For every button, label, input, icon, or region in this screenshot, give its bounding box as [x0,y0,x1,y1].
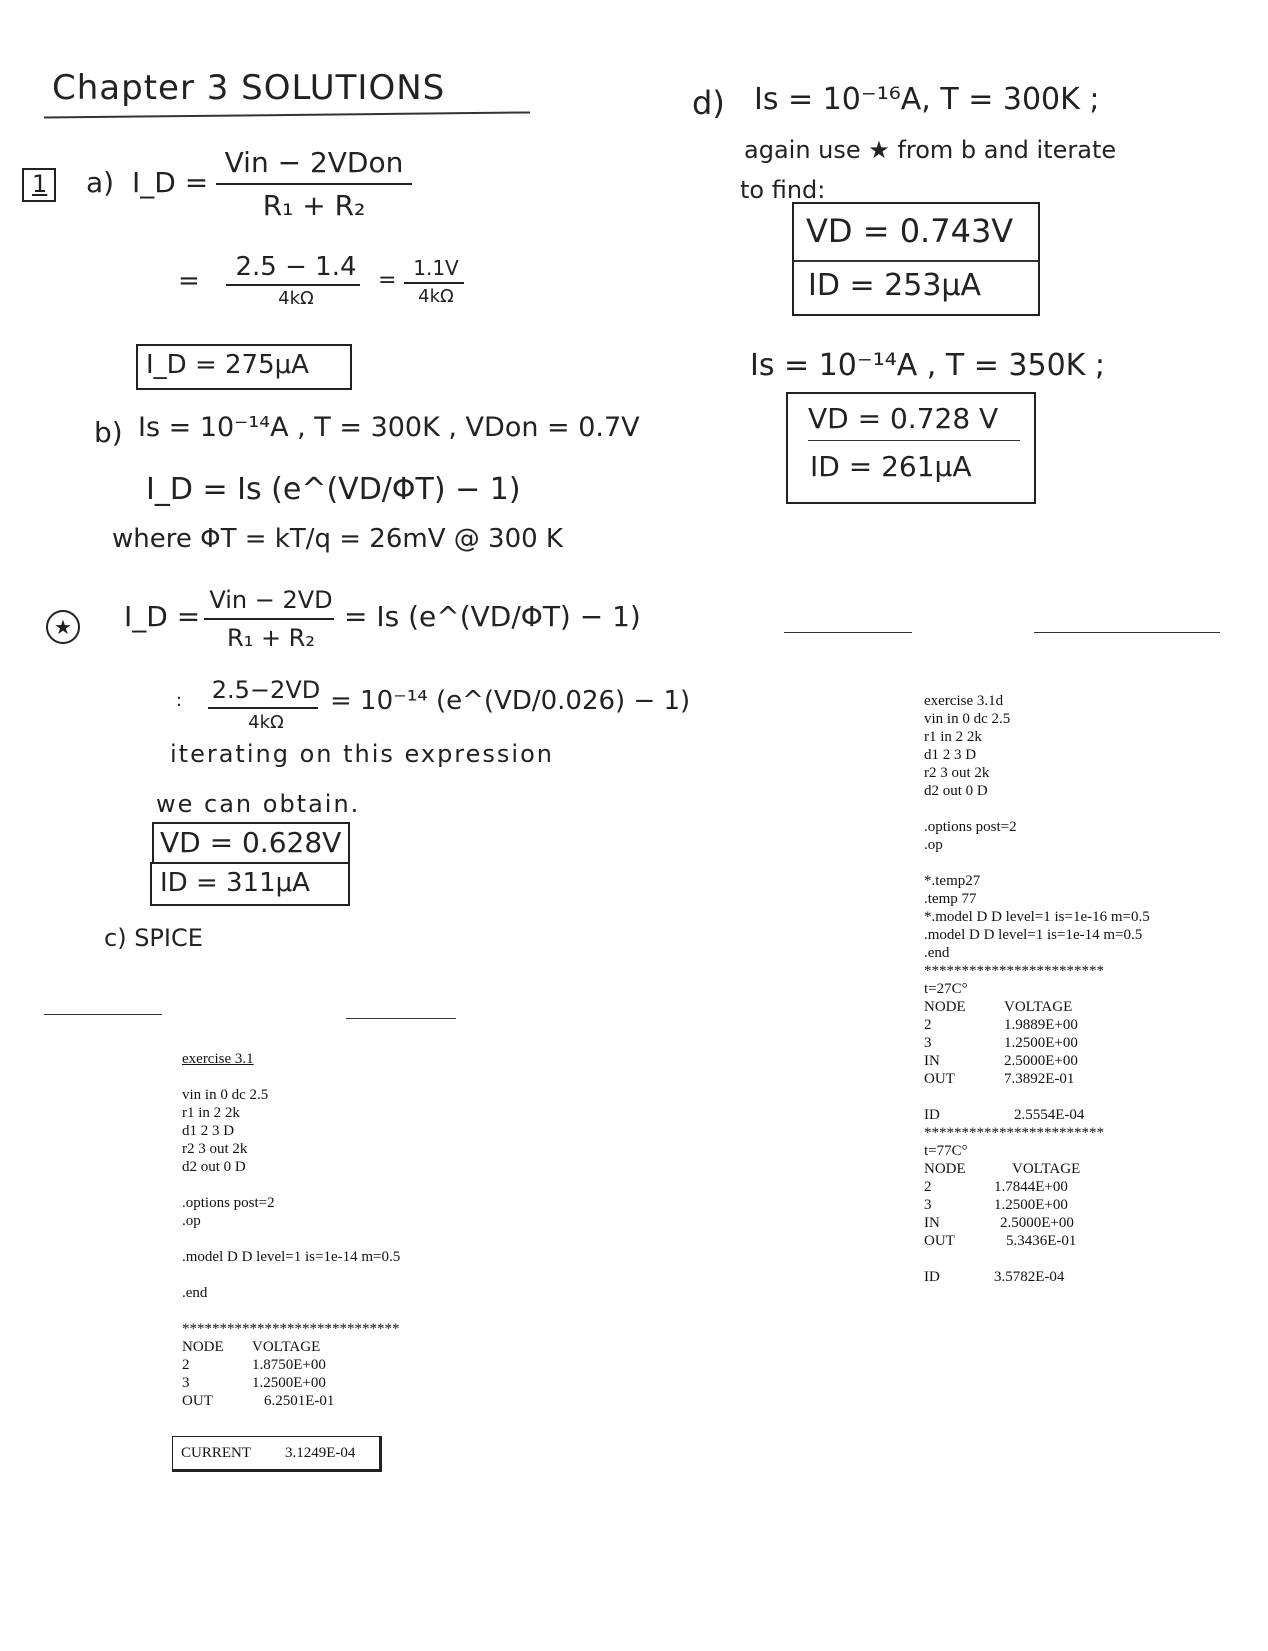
part-d-vd-2: VD = 0.728 V [808,402,999,435]
spice-line: r2 3 out 2k [924,765,990,781]
title-underline [44,111,530,118]
spice-title: exercise 3.1 [182,1051,254,1067]
id-label: ID [924,1107,940,1123]
spice-title: exercise 3.1d [924,693,1004,709]
spice-line: .model D D level=1 is=1e-14 m=0.5 [924,927,1143,943]
table-header [924,998,1150,1016]
row-voltage: 1.8750E+00 [252,1357,326,1373]
fraction-bar [204,618,334,620]
row-node: 3 [924,1197,932,1213]
spice-line: .options post=2 [924,819,1017,835]
part-d-vd-1: VD = 0.743V [806,212,1014,250]
spice-line: r2 3 out 2k [182,1141,248,1157]
spice-stars: ***************************** [182,1321,400,1337]
row-voltage: 2.5000E+00 [1000,1215,1074,1231]
part-a-numerator: Vin − 2VDon [224,146,404,179]
box-divider [808,440,1020,441]
row-voltage: 1.2500E+00 [252,1375,326,1391]
spice-line: d2 out 0 D [182,1159,246,1175]
spice-line: .op [182,1213,201,1229]
table-header [182,1338,400,1356]
spice-line: *.temp27 [924,873,981,889]
temp-label: t=27C° [924,981,968,997]
spice-listing-right [924,692,1150,1286]
part-a-eq3-denominator: 4kΩ [418,286,454,307]
spice-line: vin in 0 dc 2.5 [924,711,1011,727]
current-label: CURRENT [181,1445,252,1461]
row-node: 3 [182,1375,190,1391]
spice-line: .end [924,945,950,961]
row-node: IN [924,1053,940,1069]
part-d-note-1: again use ★ from b and iterate [744,136,1117,164]
current-result-box [172,1436,382,1472]
table-row [924,1232,1150,1250]
spice-line: d1 2 3 D [924,747,977,763]
star-eq-numerator: Vin − 2VD [209,586,333,614]
part-a-fraction-3 [404,256,468,307]
row-node: 2 [924,1017,932,1033]
part-b-id-box [150,862,350,906]
part-a-fraction [214,146,414,222]
header-node: NODE [924,999,966,1015]
part-d-result-box-2 [786,392,1036,504]
table-row [924,1016,1150,1034]
table-row [924,1214,1150,1232]
id-row [924,1268,1150,1286]
row-node: 3 [924,1035,932,1051]
header-node: NODE [182,1339,224,1355]
row-node: OUT [924,1071,955,1087]
header-voltage: VOLTAGE [252,1339,321,1355]
spice-line: .options post=2 [182,1195,275,1211]
table-row [924,1034,1150,1052]
header-node: NODE [924,1161,966,1177]
eq3-rhs: = 10⁻¹⁴ (e^(VD/0.026) − 1) [330,686,691,716]
row-node: 2 [182,1357,190,1373]
eq3-fraction [208,676,324,733]
header-voltage: VOLTAGE [1004,999,1073,1015]
star-eq-lhs: I_D = [124,600,201,633]
part-d-label: d) [692,84,725,122]
spice-line: r1 in 2 2k [182,1105,240,1121]
part-a-result-box [136,344,352,390]
spice-listing-left [182,1050,400,1410]
part-c-label: c) SPICE [104,924,203,952]
chapter-title: Chapter 3 SOLUTIONS [52,68,446,108]
fraction-bar [404,282,464,284]
id-value: 2.5554E-04 [1014,1107,1085,1123]
row-node: OUT [182,1393,213,1409]
part-a-denominator: R₁ + R₂ [262,189,366,222]
spice-line: r1 in 2 2k [924,729,982,745]
row-node: 2 [924,1179,932,1195]
row-voltage: 5.3436E-01 [1006,1233,1077,1249]
spice-stars: ************************ [924,963,1104,979]
row-node: IN [924,1215,940,1231]
spice-line: .op [924,837,943,853]
row-voltage: 1.9889E+00 [1004,1017,1078,1033]
row-voltage: 1.2500E+00 [994,1197,1068,1213]
spice-line: vin in 0 dc 2.5 [182,1087,269,1103]
divider-line [44,1014,162,1015]
part-d-id-2: ID = 261μA [810,450,972,483]
eq3-denominator: 4kΩ [248,712,284,733]
part-a-eq3-numerator: 1.1V [413,256,459,280]
part-d-given-1: Is = 10⁻¹⁶A, T = 300K ; [754,82,1100,117]
star-icon: ★ [46,610,80,644]
problem-number-box [22,168,56,202]
table-row [924,1052,1150,1070]
table-header [924,1160,1150,1178]
eq3-numerator: 2.5−2VD [211,676,321,704]
row-voltage: 1.2500E+00 [1004,1035,1078,1051]
fraction-bar [216,183,412,185]
row-voltage: 6.2501E-01 [264,1393,335,1409]
problem-number: 1 [32,170,48,198]
spice-stars: ************************ [924,1125,1104,1141]
row-node: OUT [924,1233,955,1249]
id-value: 3.5782E-04 [994,1269,1065,1285]
star-eq-denominator: R₁ + R₂ [227,624,315,652]
table-row [924,1196,1150,1214]
table-row [182,1374,400,1392]
part-b-id: ID = 311μA [160,868,310,898]
part-b-label: b) [94,416,123,449]
equals-sign: = [378,268,397,293]
table-row [182,1392,400,1410]
divider-line [784,632,912,633]
fraction-bar [226,284,360,286]
part-d-given-2: Is = 10⁻¹⁴A , T = 350K ; [750,348,1105,383]
table-row [182,1356,400,1374]
part-d-note-2: to find: [740,176,826,204]
part-b-vd-box [152,822,350,864]
spice-end: .end [182,1285,208,1301]
row-voltage: 1.7844E+00 [994,1179,1068,1195]
box-divider [794,260,1038,262]
star-eq-fraction [204,586,338,652]
part-b-eq1: I_D = Is (e^(VD/ΦT) − 1) [146,472,521,507]
temp-label: t=77C° [924,1143,968,1159]
table-row [924,1178,1150,1196]
obtain-text: we can obtain. [156,790,361,818]
part-a-eq2-denominator: 4kΩ [278,288,314,309]
spice-line: d2 out 0 D [924,783,988,799]
table-row [924,1070,1150,1088]
part-b-given: Is = 10⁻¹⁴A , T = 300K , VDon = 0.7V [138,412,640,443]
part-d-id-1: ID = 253μA [808,268,982,303]
part-a-fraction-2 [226,252,366,309]
spice-line: d1 2 3 D [182,1123,235,1139]
colon-dots: : [176,690,183,711]
part-a-label: a) [86,166,115,199]
id-row [924,1106,1150,1124]
iterating-text: iterating on this expression [170,740,554,768]
spice-model: .model D D level=1 is=1e-14 m=0.5 [182,1249,401,1265]
part-b-where: where ΦT = kT/q = 26mV @ 300 K [112,524,563,554]
current-value: 3.1249E-04 [285,1445,356,1461]
star-eq-rhs: = Is (e^(VD/ΦT) − 1) [344,600,641,633]
part-a-lhs: I_D = [132,166,209,199]
equals-sign: = [178,266,200,296]
part-b-vd: VD = 0.628V [160,826,342,859]
spice-line: *.model D D level=1 is=1e-16 m=0.5 [924,909,1150,925]
spice-line: .temp 77 [924,891,977,907]
row-voltage: 7.3892E-01 [1004,1071,1075,1087]
id-label: ID [924,1269,940,1285]
row-voltage: 2.5000E+00 [1004,1053,1078,1069]
header-voltage: VOLTAGE [1012,1161,1081,1177]
divider-line [346,1018,456,1019]
part-d-result-box-1 [792,202,1040,316]
divider-line [1034,632,1220,633]
part-a-eq2-numerator: 2.5 − 1.4 [235,252,357,282]
part-a-result: I_D = 275μA [146,350,309,380]
fraction-bar [208,707,318,709]
